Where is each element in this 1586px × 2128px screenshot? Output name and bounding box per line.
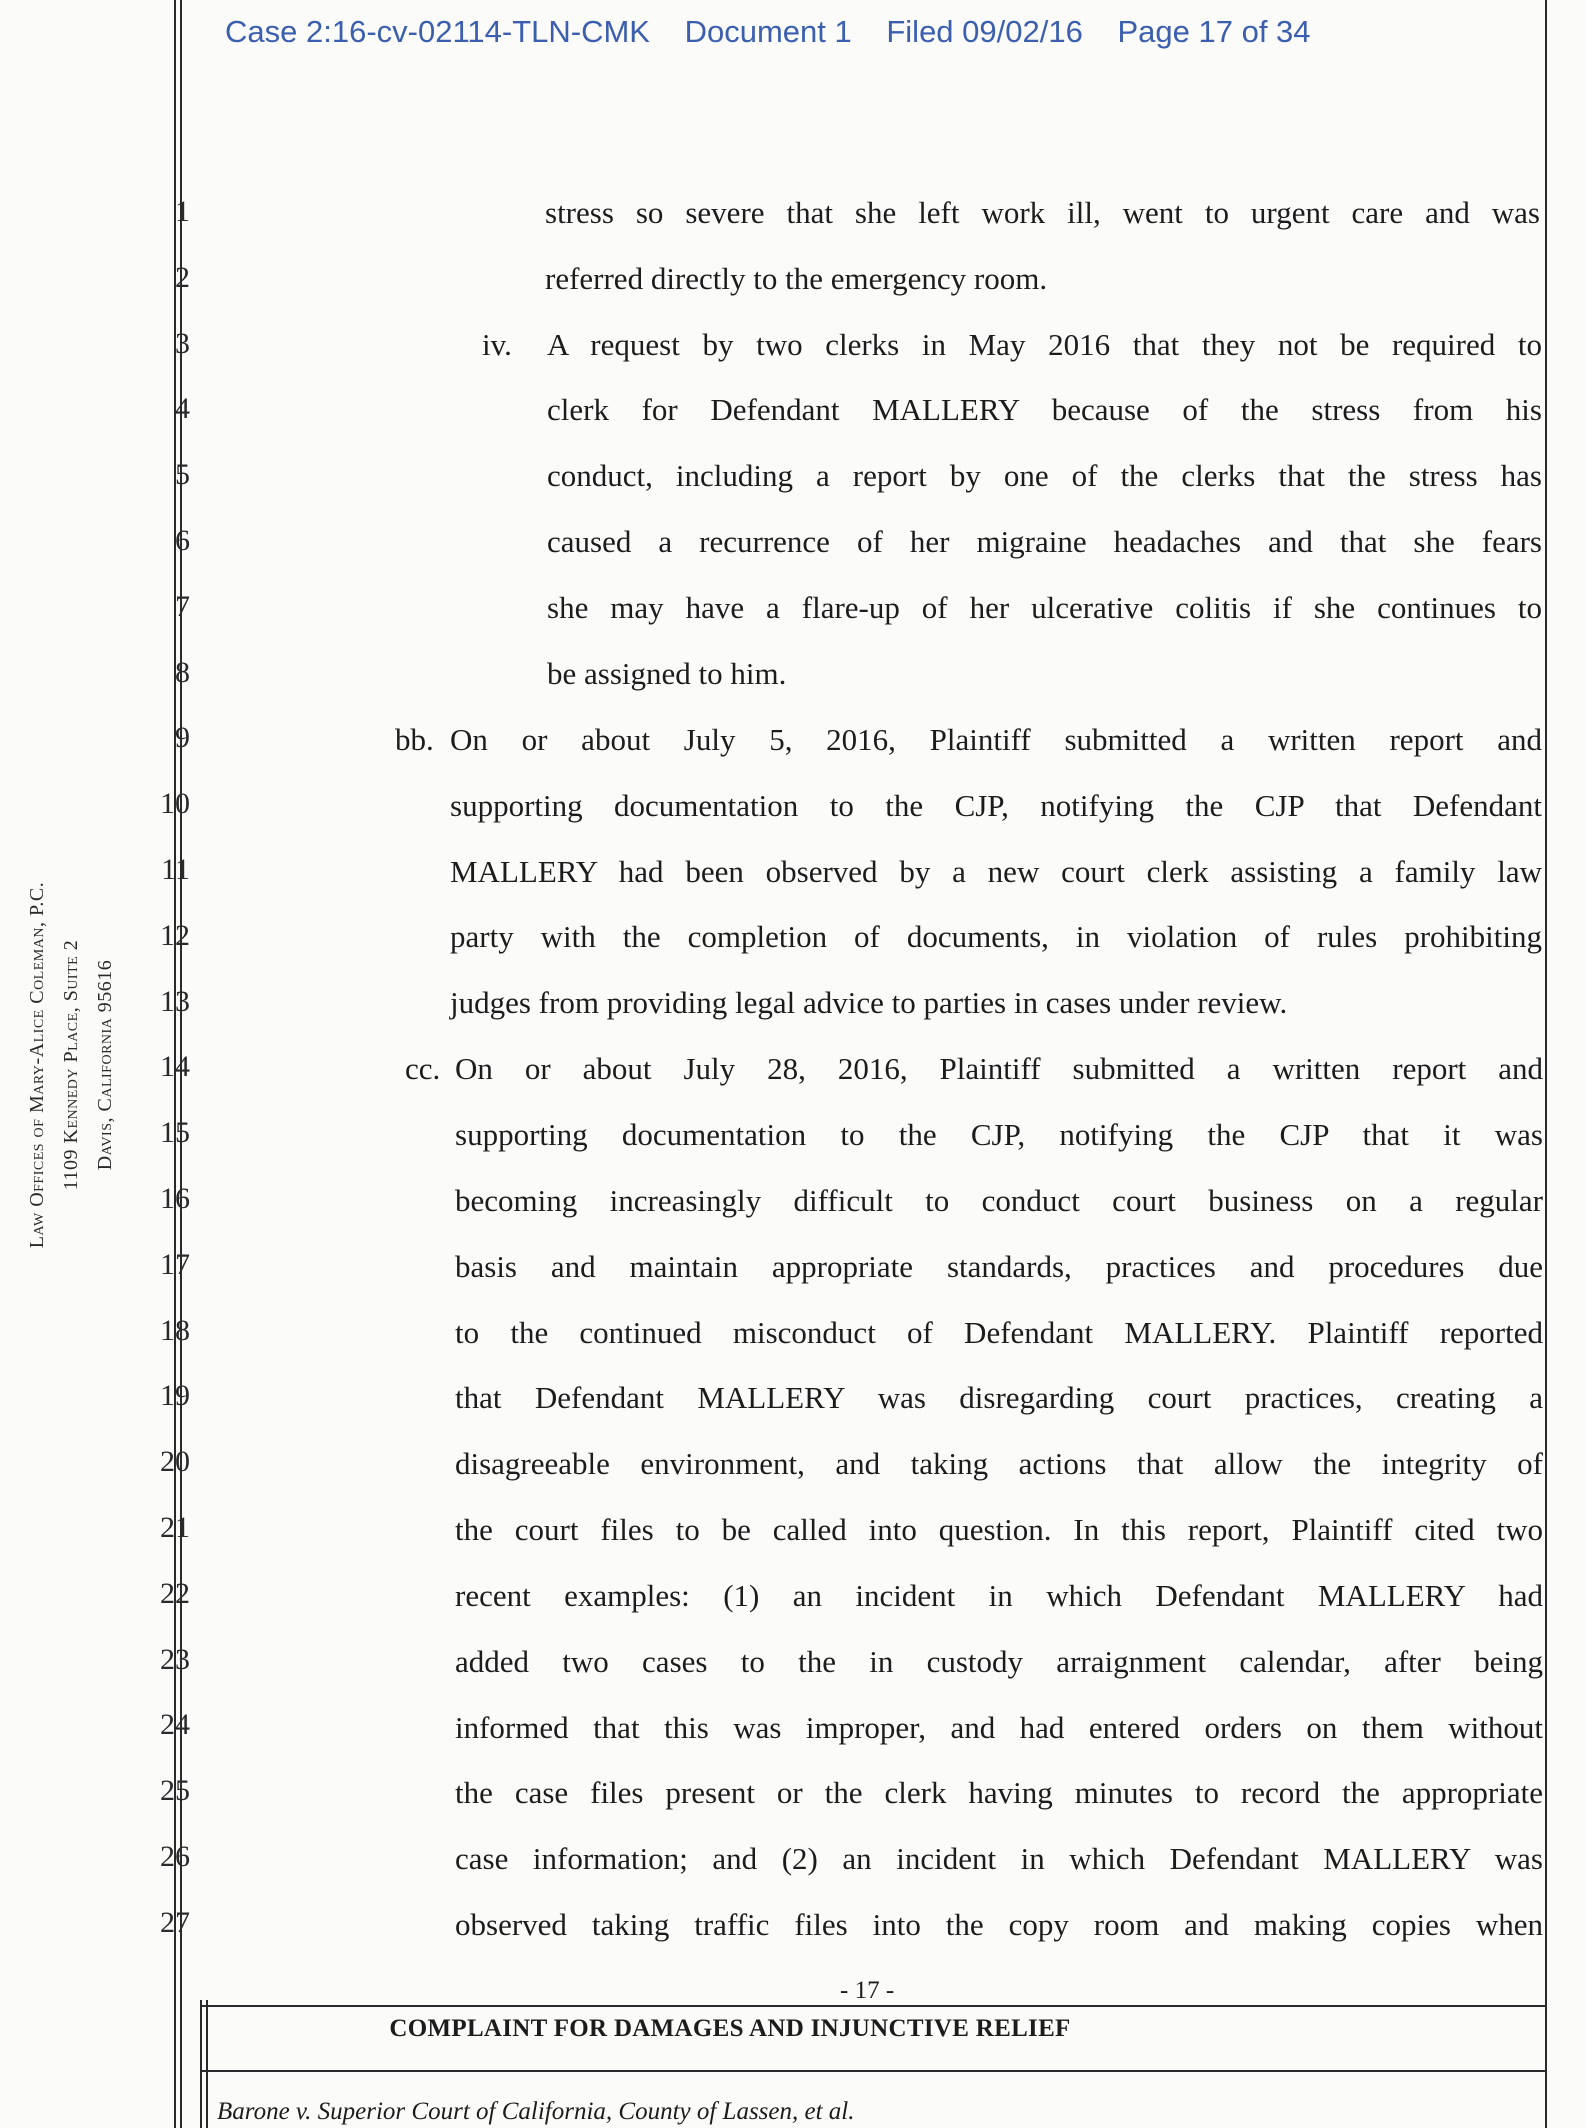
body-line: that Defendant MALLERY was disregarding court practices, creating a: [455, 1380, 1543, 1415]
right-margin-rule: [1545, 0, 1547, 2128]
line-number: 8: [175, 655, 190, 689]
line-numbers: [120, 197, 190, 1974]
line-number: 7: [175, 589, 190, 623]
body-line: supporting documentation to the CJP, notifying the CJP that it was: [455, 1117, 1543, 1152]
body-line: informed that this was improper, and had entered orders on them without: [455, 1710, 1543, 1745]
header-filed-date: Filed 09/02/16: [886, 14, 1083, 49]
header-document-number: Document 1: [684, 14, 852, 49]
body-line: becoming increasingly difficult to conduct court business on a regular: [455, 1183, 1543, 1218]
line-number: 9: [175, 721, 190, 755]
line-number: 4: [175, 392, 190, 426]
body-line: case information; and (2) an incident in which Defendant MALLERY was: [455, 1841, 1543, 1876]
line-number: 20: [160, 1445, 190, 1479]
case-caption: Barone v. Superior Court of California, County of Lassen, et al.: [217, 2098, 855, 2125]
body-line: clerk for Defendant MALLERY because of the stress from his: [547, 392, 1542, 427]
line-number: 16: [160, 1181, 190, 1215]
body-line: MALLERY had been observed by a new court clerk assisting a family law: [450, 854, 1542, 889]
line-number: 5: [175, 458, 190, 492]
body-line: On or about July 5, 2016, Plaintiff submitted a written report and: [450, 722, 1542, 757]
line-number: 19: [160, 1379, 190, 1413]
body-line: On or about July 28, 2016, Plaintiff submitted a written report and: [455, 1051, 1543, 1086]
line-number: 18: [160, 1313, 190, 1347]
footer-middle-rule: [200, 2070, 1547, 2072]
line-number: 15: [160, 1116, 190, 1150]
body-line: the case files present or the clerk having minutes to record the appropriate: [455, 1775, 1543, 1810]
firm-city: Davis, California 95616: [94, 959, 116, 1171]
line-number: 23: [160, 1642, 190, 1676]
line-number: 10: [160, 787, 190, 821]
line-number: 6: [175, 523, 190, 557]
line-number: 11: [161, 852, 190, 886]
item-bb-marker: bb.: [395, 722, 434, 757]
body-line: A request by two clerks in May 2016 that they not be required to: [547, 327, 1542, 362]
body-line: supporting documentation to the CJP, notifying the CJP that Defendant: [450, 788, 1542, 823]
body-line: conduct, including a report by one of the clerks that the stress has: [547, 458, 1542, 493]
line-number: 14: [160, 1050, 190, 1084]
line-number: 3: [175, 326, 190, 360]
line-number: 12: [160, 918, 190, 952]
item-iv-marker: iv.: [482, 327, 512, 362]
body-line: she may have a flare-up of her ulcerative colitis if she continues to: [547, 590, 1542, 625]
line-number: 1: [175, 195, 190, 228]
body-line: stress so severe that she left work ill, went to urgent care and was: [545, 195, 1540, 230]
pleading-title: COMPLAINT FOR DAMAGES AND INJUNCTIVE RELIEF: [389, 2015, 1071, 2042]
body-line: judges from providing legal advice to parties in cases under review.: [450, 985, 1288, 1020]
line-number: 26: [160, 1839, 190, 1873]
header-page-count: Page 17 of 34: [1117, 14, 1311, 49]
body-line: the court files to be called into question. In this report, Plaintiff cited two: [455, 1512, 1543, 1547]
line-number: 21: [160, 1510, 190, 1544]
page-number: - 17 -: [840, 1977, 895, 2004]
body-line: to the continued misconduct of Defendant MALLERY. Plaintiff reported: [455, 1315, 1543, 1350]
body-line: observed taking traffic files into the copy room and making copies when: [455, 1907, 1543, 1942]
firm-street: 1109 Kennedy Place, Suite 2: [60, 939, 82, 1191]
ecf-header: [225, 14, 1337, 64]
body-line: disagreeable environment, and taking actions that allow the integrity of: [455, 1446, 1543, 1481]
body-line: caused a recurrence of her migraine headaches and that she fears: [547, 524, 1542, 559]
line-number: 24: [160, 1708, 190, 1742]
header-case-number: Case 2:16-cv-02114-TLN-CMK: [225, 14, 650, 49]
line-number: 27: [160, 1905, 190, 1939]
firm-name: Law Offices of Mary-Alice Coleman, P.C.: [26, 881, 48, 1249]
body-line: referred directly to the emergency room.: [545, 261, 1048, 296]
body-line: be assigned to him.: [547, 656, 787, 691]
line-number: 2: [175, 260, 190, 294]
item-cc-marker: cc.: [405, 1051, 441, 1086]
line-number: 13: [160, 984, 190, 1018]
body-line: basis and maintain appropriate standards, practices and procedures due: [455, 1249, 1543, 1284]
line-number: 22: [160, 1576, 190, 1610]
line-number: 25: [160, 1774, 190, 1808]
line-number: 17: [160, 1247, 190, 1281]
footer-top-rule: [200, 2005, 1547, 2007]
body-line: recent examples: (1) an incident in which Defendant MALLERY had: [455, 1578, 1543, 1613]
body-line: party with the completion of documents, in violation of rules prohibiting: [450, 919, 1542, 954]
body-line: added two cases to the in custody arraignment calendar, after being: [455, 1644, 1543, 1679]
